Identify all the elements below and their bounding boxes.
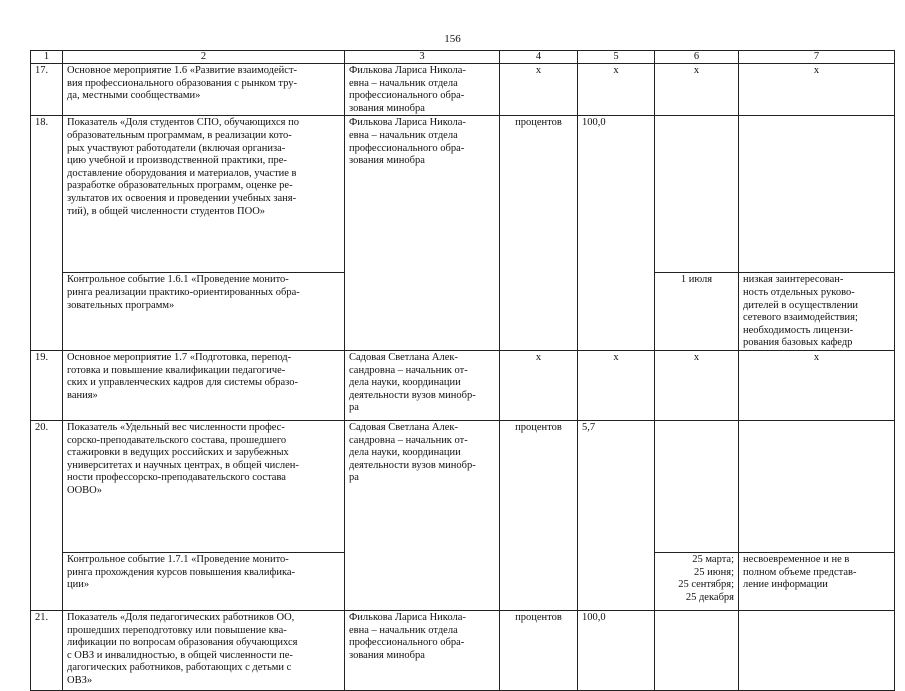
unit-empty (500, 273, 578, 351)
header-col-4: 4 (500, 51, 578, 64)
responsible-person: Садовая Светлана Алек- сандровна – начальник от- дела науки, координации деятельности вузов минобр- ра (345, 420, 500, 552)
table-row (31, 610, 895, 690)
risk-cell: несвоевременное и не в полном объеме представ- ление информации (739, 552, 895, 610)
indicator-name: Показатель «Доля педагогических работников ОО, прошедших переподготовку или повышение ква- лификации по вопросам образования обучающихся с ОВЗ и инвалидностью, в общей численности пе- дагогических работников, работающих с детьми с ОВЗ» (63, 610, 345, 690)
value-cell: 100,0 (578, 610, 655, 690)
value-cell: х (578, 350, 655, 420)
control-event-name: Контрольное событие 1.7.1 «Проведение монито- ринга прохождения курсов повышения квалифика- ции» (63, 552, 345, 610)
unit-empty (500, 552, 578, 610)
table-row (31, 420, 895, 552)
responsible-person: Филькова Лариса Никола- евна – начальник отдела профессионального обра- зования минобра (345, 64, 500, 116)
row-number-empty (31, 552, 63, 610)
risk-cell: х (739, 64, 895, 116)
indicator-name: Показатель «Доля студентов СПО, обучающихся по образовательным программам, в реализации кото- рых участвуют работодатели (включая организа- цию учебной и производственной практики, пре- доставление оборудования и материалов, участие в разработке образовательных программ, оценке ре- зультатов их освоения и проведении учебных заня- тий), в общей численности студентов ПОО» (63, 116, 345, 273)
unit-cell: х (500, 64, 578, 116)
page-number: 156 (444, 33, 461, 45)
responsible-person: Филькова Лариса Никола- евна – начальник отдела профессионального обра- зования минобра (345, 610, 500, 690)
control-event-name: Контрольное событие 1.6.1 «Проведение монито- ринга реализации практико-ориентированных обра- зовательных программ» (63, 273, 345, 351)
value-cell: 100,0 (578, 116, 655, 273)
unit-cell: процентов (500, 610, 578, 690)
table-row (31, 350, 895, 420)
header-col-7: 7 (739, 51, 895, 64)
table-row (31, 552, 895, 610)
date-cell (655, 116, 739, 273)
unit-cell: процентов (500, 420, 578, 552)
unit-cell: процентов (500, 116, 578, 273)
implementation-plan-table (30, 50, 895, 691)
row-number: 18. (31, 116, 63, 273)
table-row (31, 116, 895, 273)
value-cell: 5,7 (578, 420, 655, 552)
risk-cell (739, 420, 895, 552)
date-cell: х (655, 64, 739, 116)
table-row (31, 64, 895, 116)
row-number: 19. (31, 350, 63, 420)
row-number-empty (31, 273, 63, 351)
unit-cell: х (500, 350, 578, 420)
responsible-person: Садовая Светлана Алек- сандровна – начальник от- дела науки, координации деятельности вузов минобр- ра (345, 350, 500, 420)
table-row (31, 273, 895, 351)
responsible-person: Филькова Лариса Никола- евна – начальник отдела профессионального обра- зования минобра (345, 116, 500, 273)
responsible-empty (345, 552, 500, 610)
header-col-2: 2 (63, 51, 345, 64)
date-cell (655, 420, 739, 552)
header-col-6: 6 (655, 51, 739, 64)
date-cell: х (655, 350, 739, 420)
indicator-name: Показатель «Удельный вес численности профес- сорско-преподавательского состава, прошедшего стажировки в ведущих российских и зарубежных университетах и научных центрах, в общей числен- ности профессорско-преподавательского состава ООВО» (63, 420, 345, 552)
risk-cell (739, 610, 895, 690)
date-cell: 25 марта; 25 июня; 25 сентября; 25 декабря (655, 552, 739, 610)
date-cell: 1 июля (655, 273, 739, 351)
activity-name: Основное мероприятие 1.6 «Развитие взаимодейст- вия профессионального образования с рынком тру- да, местными сообществами» (63, 64, 345, 116)
header-col-5: 5 (578, 51, 655, 64)
row-number: 20. (31, 420, 63, 552)
risk-cell: х (739, 350, 895, 420)
responsible-empty (345, 273, 500, 351)
risk-cell (739, 116, 895, 273)
date-cell (655, 610, 739, 690)
value-empty (578, 552, 655, 610)
risk-cell: низкая заинтересован- ность отдельных руково- дителей в осуществлении сетевого взаимодействия; необходимость лицензи- рования базовых кафедр (739, 273, 895, 351)
row-number: 17. (31, 64, 63, 116)
value-empty (578, 273, 655, 351)
value-cell: х (578, 64, 655, 116)
activity-name: Основное мероприятие 1.7 «Подготовка, перепод- готовка и повышение квалификации педагогиче- ских и управленческих кадров для системы образо- вания» (63, 350, 345, 420)
row-number: 21. (31, 610, 63, 690)
header-col-3: 3 (345, 51, 500, 64)
header-col-1: 1 (31, 51, 63, 64)
header-row (31, 51, 895, 64)
